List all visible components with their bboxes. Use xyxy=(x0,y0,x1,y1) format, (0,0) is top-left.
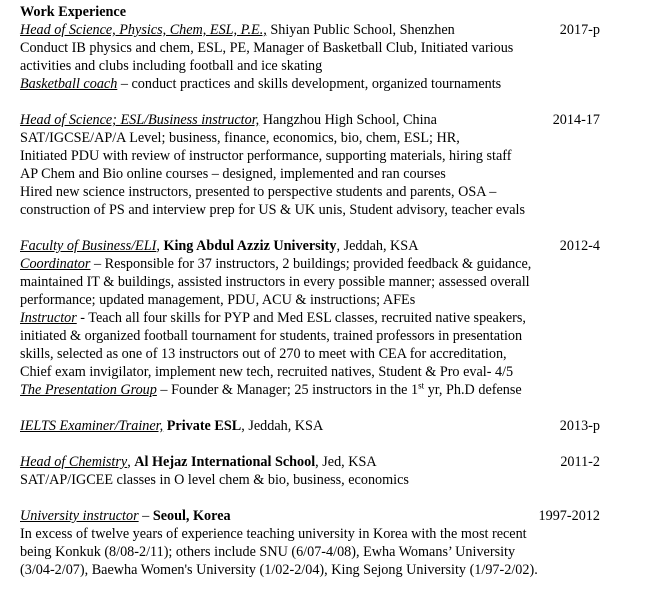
entry-line xyxy=(20,183,600,201)
organization-name: Private ESL xyxy=(166,418,242,434)
line-text: being Konkuk (8/08-2/11); others include SNU (6/07-4/08), Ewha Womans’ University xyxy=(20,544,516,560)
line-text: construction of PS and interview prep for US & UK unis, Student advisory, teacher evals xyxy=(20,202,525,218)
role-title: The Presentation Group xyxy=(20,382,157,398)
experience-entry xyxy=(20,21,600,93)
line-text: Hired new science instructors, presented to perspective students and parents, OSA – xyxy=(20,184,497,200)
entry-line xyxy=(20,165,600,183)
entry-line xyxy=(20,147,600,165)
line-text: – conduct practices and skills development, organized tournaments xyxy=(117,76,502,92)
entry-line xyxy=(20,255,600,273)
role-title: Basketball coach xyxy=(20,76,118,92)
line-text: (3/04-2/07), Baewha Women's University (1/02-2/04), King Sejong University (1/97-2/02). xyxy=(20,562,538,578)
entry-line xyxy=(20,453,600,471)
date-range: 2011-2 xyxy=(560,454,600,470)
line-text: AP Chem and Bio online courses – designed, implemented and ran courses xyxy=(20,166,446,182)
experience-entry xyxy=(20,453,600,489)
entry-line xyxy=(20,111,600,129)
entry-line xyxy=(20,201,600,219)
separator: , xyxy=(127,454,135,470)
separator: – xyxy=(138,508,153,524)
line-text: skills, selected as one of 13 instructors out of 270 to meet with CEA for accreditation, xyxy=(20,346,507,362)
line-text: Hangzhou High School, China xyxy=(259,112,437,128)
experience-entry xyxy=(20,237,600,399)
line-text: yr, Ph.D defense xyxy=(424,382,522,398)
entry-line xyxy=(20,417,600,435)
entry-line xyxy=(20,327,600,345)
separator: , xyxy=(156,238,164,254)
entry-line xyxy=(20,561,600,579)
role-title: Faculty of Business/ELI xyxy=(20,238,157,254)
organization-name: Al Hejaz International School xyxy=(134,454,316,470)
role-title: Head of Science, Physics, Chem, ESL, P.E., xyxy=(20,22,267,38)
entry-line xyxy=(20,363,600,381)
line-text: Chief exam invigilator, implement new tech, recruited natives, Student & Pro eval- 4/5 xyxy=(20,364,514,380)
entry-line xyxy=(20,129,600,147)
entry-line xyxy=(20,309,600,327)
date-range: 1997-2012 xyxy=(538,508,600,524)
line-text: maintained IT & buildings, assisted instructors in every possible manner; assessed overall xyxy=(20,274,530,290)
line-text: initiated & organized football tournament for students, trained professors in presentation xyxy=(20,328,523,344)
line-text: activities and clubs including football and ice skating xyxy=(20,58,323,74)
experience-entry xyxy=(20,111,600,219)
entry-line xyxy=(20,237,600,255)
entry-line xyxy=(20,291,600,309)
experience-entry xyxy=(20,417,600,435)
section-heading: Work Experience xyxy=(20,4,126,20)
entry-line xyxy=(20,345,600,363)
organization-name: Seoul, Korea xyxy=(152,508,231,524)
organization-name: King Abdul Azziz University xyxy=(163,238,337,254)
entry-line xyxy=(20,507,600,525)
entry-line xyxy=(20,273,600,291)
line-text: – Responsible for 37 instructors, 2 buildings; provided feedback & guidance, xyxy=(90,256,532,272)
date-range: 2013-p xyxy=(559,418,600,434)
line-text: SAT/IGCSE/AP/A Level; business, finance, economics, bio, chem, ESL; HR, xyxy=(20,130,460,146)
role-title: Instructor xyxy=(20,310,77,326)
entry-line xyxy=(20,39,600,57)
entry-line xyxy=(20,543,600,561)
role-title: IELTS Examiner/Trainer, xyxy=(20,418,164,434)
line-text: SAT/AP/IGCEE classes in O level chem & bio, business, economics xyxy=(20,472,409,488)
line-text: - Teach all four skills for PYP and Med ESL classes, recruited native speakers, xyxy=(76,310,526,326)
line-text: , Jeddah, KSA xyxy=(241,418,324,434)
date-range: 2017-p xyxy=(559,22,600,38)
role-title: Head of Science; ESL/Business instructor, xyxy=(20,112,260,128)
line-text: performance; updated management, PDU, ACU & instructions; AFEs xyxy=(20,292,416,308)
role-title: University instructor xyxy=(20,508,139,524)
entry-line xyxy=(20,471,600,489)
entry-line xyxy=(20,381,600,399)
entry-line xyxy=(20,75,600,93)
work-experience-section xyxy=(20,3,600,579)
experience-entry xyxy=(20,507,600,579)
line-text: In excess of twelve years of experience teaching university in Korea with the most recent xyxy=(20,526,527,542)
line-text: Conduct IB physics and chem, ESL, PE, Manager of Basketball Club, Initiated various xyxy=(20,40,514,56)
date-range: 2014-17 xyxy=(552,112,600,128)
ordinal-suffix: st xyxy=(418,380,425,391)
line-text: – Founder & Manager; 25 instructors in the 1 xyxy=(156,382,419,398)
entry-line xyxy=(20,21,600,39)
line-text: Shiyan Public School, Shenzhen xyxy=(266,22,455,38)
role-title: Head of Chemistry xyxy=(20,454,128,470)
entry-line xyxy=(20,525,600,543)
line-text: Initiated PDU with review of instructor performance, supporting materials, hiring staff xyxy=(20,148,512,164)
entry-line xyxy=(20,57,600,75)
line-text: , Jeddah, KSA xyxy=(336,238,419,254)
date-range: 2012-4 xyxy=(559,238,600,254)
line-text: , Jed, KSA xyxy=(315,454,377,470)
role-title: Coordinator xyxy=(20,256,91,272)
